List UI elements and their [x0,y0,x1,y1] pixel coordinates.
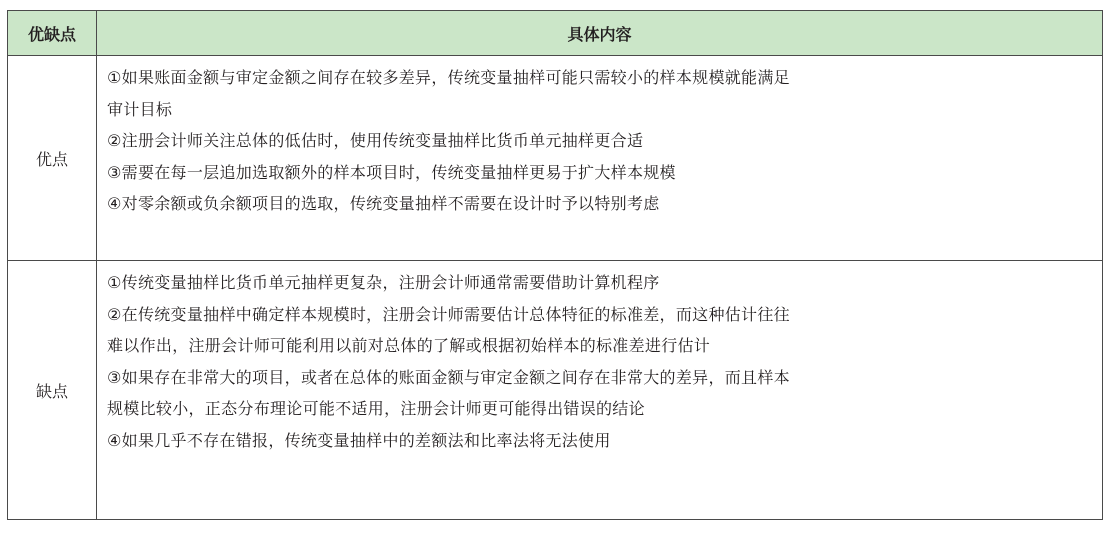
row-content-pros [97,56,1102,260]
pros-line-2: 审计目标 [107,99,173,119]
cons-line-1: ①传统变量抽样比货币单元抽样更复杂，注册会计师通常需要借助计算机程序 [107,273,660,292]
comparison-table [7,10,1103,520]
pros-line-4: ③需要在每一层追加选取额外的样本项目时，传统变量抽样更易于扩大样本规模 [107,162,676,182]
row-content-cons [97,261,1102,519]
table-header-row [8,11,1102,55]
table-row-cons [8,260,1102,519]
pros-line-5: ④对零余额或负余额项目的选取，传统变量抽样不需要在设计时予以特别考虑 [107,194,660,213]
cons-line-3: 难以作出，注册会计师可能利用以前对总体的了解或根据初始样本的标准差进行估计 [107,336,711,355]
cons-line-6: ④如果几乎不存在错报，传统变量抽样中的差额法和比率法将无法使用 [107,430,611,450]
row-label-cons: 缺点 [8,261,97,519]
header-details: 具体内容 [567,24,632,44]
pros-line-1: ①如果账面金额与审定金额之间存在较多差异，传统变量抽样可能只需较小的样本规模就能满足 [107,68,790,87]
pros-line-3: ②注册会计师关注总体的低估时，使用传统变量抽样比货币单元抽样更合适 [107,131,644,150]
cons-line-4: ③如果存在非常大的项目，或者在总体的账面金额与审定金额之间存在非常大的差异，而且样本 [107,367,790,387]
row-label-pros: 优点 [8,56,97,260]
cons-line-5: 规模比较小，正态分布理论可能不适用，注册会计师更可能得出错误的结论 [107,399,645,418]
table-row-pros [8,55,1102,260]
header-pros-cons: 优缺点 [8,11,97,55]
cons-line-2: ②在传统变量抽样中确定样本规模时，注册会计师需要估计总体特征的标准差，而这种估计往往 [107,304,790,324]
